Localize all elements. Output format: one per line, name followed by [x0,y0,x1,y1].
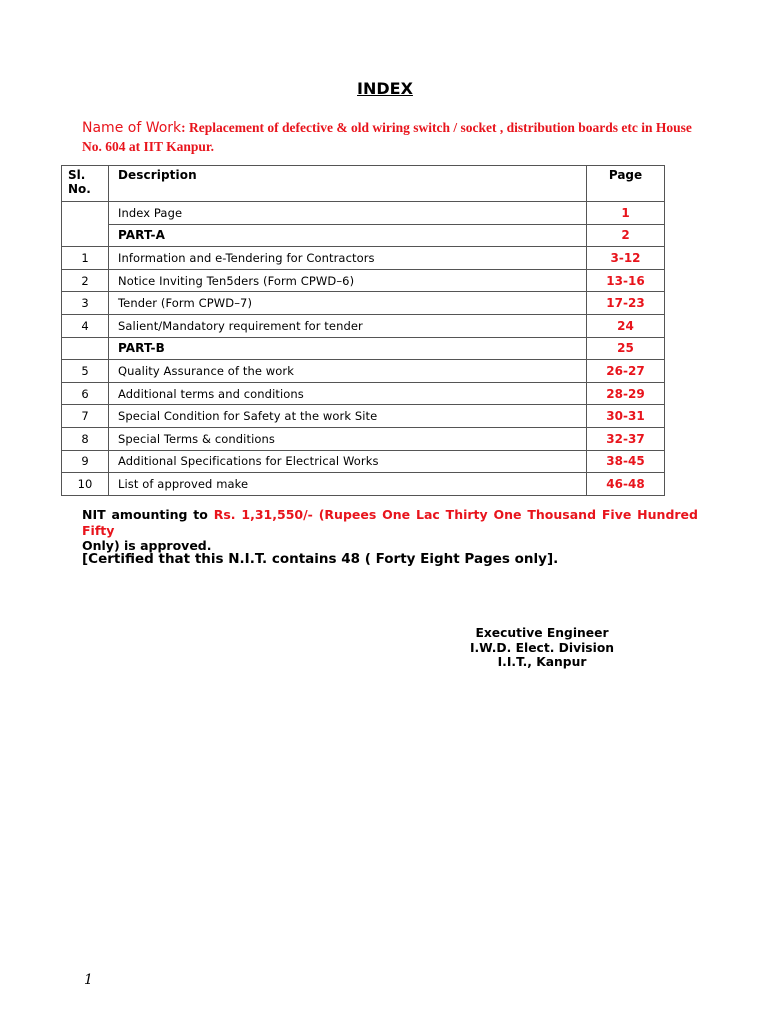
row-page: 17-23 [587,292,665,315]
signature-title: Executive Engineer [475,626,609,640]
row-sl: 8 [62,427,109,450]
row-description: PART-A [109,224,587,247]
nit-amount [82,507,698,554]
nit-amount-suffix: Only) is approved. [82,538,212,553]
row-sl: 4 [62,314,109,337]
table-header-row [62,166,665,202]
row-sl [62,337,109,360]
row-page: 26-27 [587,360,665,383]
nit-amount-value: Rs. 1,31,550/- (Rupees One Lac Thirty One Thousand Five Hundred Fifty [82,507,698,538]
row-description: Tender (Form CPWD–7) [109,292,587,315]
table-row [62,427,665,450]
row-sl: 5 [62,360,109,383]
row-page: 38-45 [587,450,665,473]
row-sl: 7 [62,405,109,428]
signature-institute: I.I.T., Kanpur [497,655,587,670]
row-page: 30-31 [587,405,665,428]
table-row [62,292,665,315]
row-description: Information and e-Tendering for Contractors [109,247,587,270]
row-description: PART-B [109,337,587,360]
index-table [61,165,665,496]
row-description: Quality Assurance of the work [109,360,587,383]
row-page: 2 [587,224,665,247]
name-of-work [82,118,704,155]
table-row [62,202,665,225]
row-sl: 9 [62,450,109,473]
table-row [62,247,665,270]
row-sl [62,202,109,225]
signature-block [440,626,644,670]
row-page: 24 [587,314,665,337]
row-sl: 6 [62,382,109,405]
header-sl: Sl. No. [62,166,109,202]
row-description: List of approved make [109,473,587,496]
table-row [62,473,665,496]
page-number: 1 [84,972,93,988]
table-row [62,337,665,360]
certification-note: [Certified that this N.I.T. contains 48 ( Forty Eight Pages only]. [82,551,559,567]
row-description: Special Terms & conditions [109,427,587,450]
row-description: Salient/Mandatory requirement for tender [109,314,587,337]
table-row [62,450,665,473]
row-sl: 10 [62,473,109,496]
table-row [62,314,665,337]
row-page: 46-48 [587,473,665,496]
nit-amount-prefix: NIT amounting to [82,507,214,522]
name-of-work-label: Name of Work [82,120,182,136]
table-row [62,269,665,292]
row-description: Additional Specifications for Electrical Works [109,450,587,473]
header-page: Page [587,166,665,202]
row-page: 13-16 [587,269,665,292]
table-row [62,405,665,428]
row-description: Additional terms and conditions [109,382,587,405]
row-page: 32-37 [587,427,665,450]
row-sl: 3 [62,292,109,315]
row-sl [62,224,109,247]
row-page: 3-12 [587,247,665,270]
table-row [62,360,665,383]
row-description: Notice Inviting Ten5ders (Form CPWD–6) [109,269,587,292]
row-page: 1 [587,202,665,225]
row-description: Index Page [109,202,587,225]
row-sl: 2 [62,269,109,292]
table-row [62,382,665,405]
signature-division: I.W.D. Elect. Division [469,640,615,655]
row-page: 25 [587,337,665,360]
row-sl: 1 [62,247,109,270]
page-title: INDEX [357,79,413,98]
header-description: Description [109,166,587,202]
table-row [62,224,665,247]
row-description: Special Condition for Safety at the work Site [109,405,587,428]
name-of-work-text: : Replacement of defective & old wiring switch / socket , distribution boards etc in House No. 604 at IIT Kanpur. [82,120,692,154]
row-page: 28-29 [587,382,665,405]
